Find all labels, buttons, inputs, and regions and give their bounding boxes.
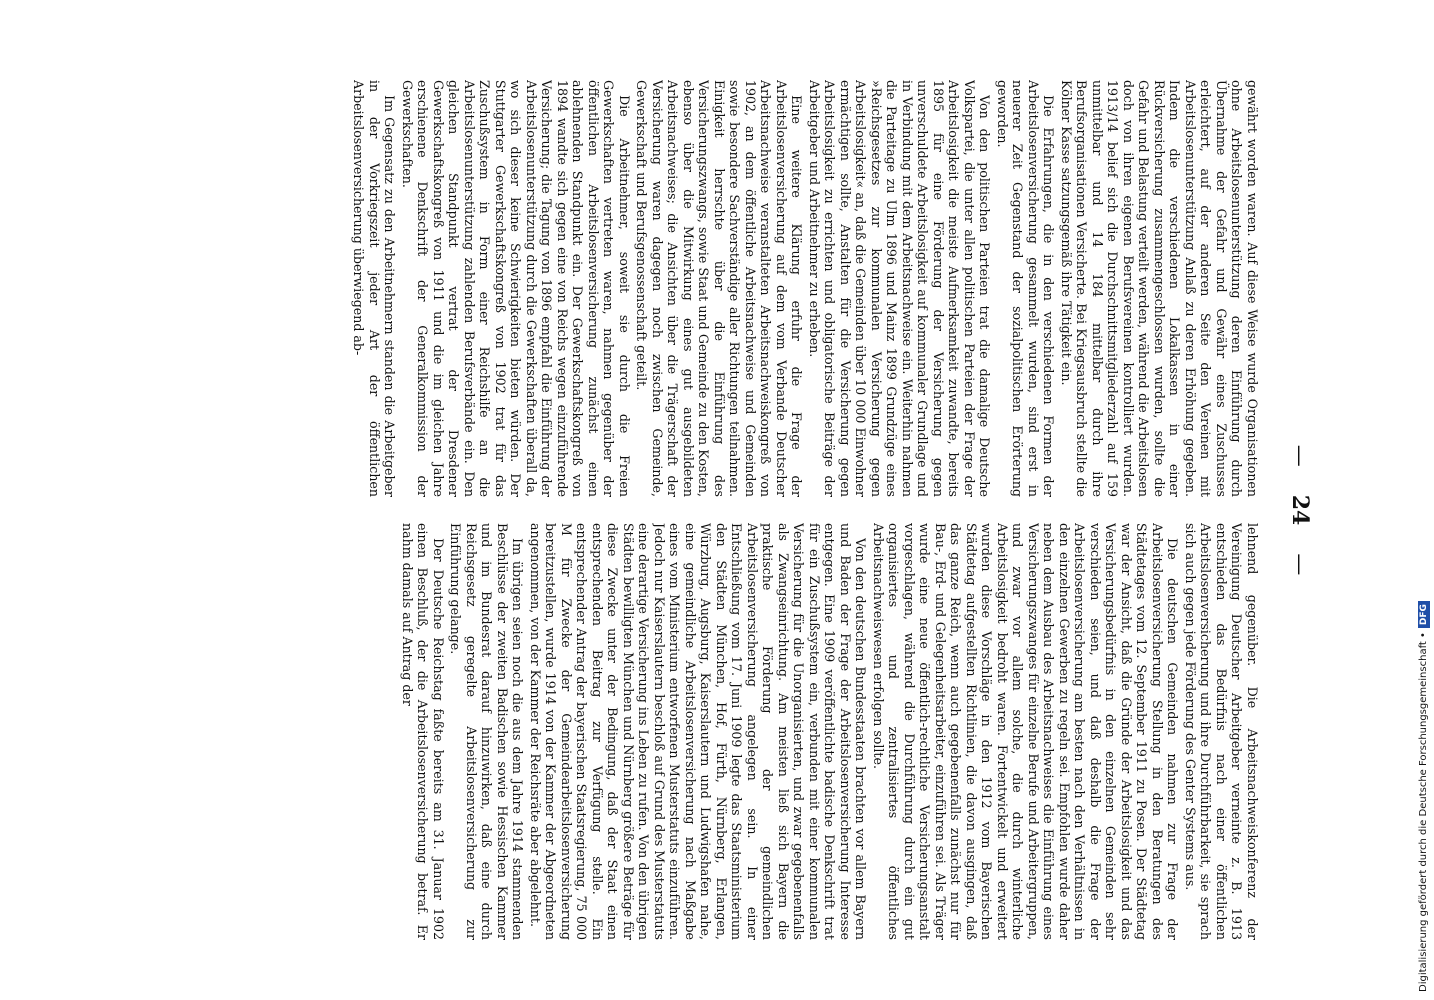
paragraph: Die deutschen Gemeinden nahmen zur Frage der Arbeitslosenversicherung Stellung in den Beratungen des Städtetages vom 12. September 1911 zu Posen. Der Städtetag war der Ansicht, daß die Gründe der Arbeitslosigkeit und das Versicherungsbedürfnis in den einzelnen Gemeinden sehr verschieden seien, und daß deshalb die Frage der Arbeitslosenversicherung am besten nach den Verhältnissen in den einzelnen Gewerben zu regeln sei. Empfohlen wurde daher neben dem Ausbau des Arbeitsnachweises die Einführung eines Versicherungszwanges für einzelne Berufe und Arbeitergruppen, und zwar vor allem solche, die durch winterliche Arbeitslosigkeit bedroht waren. Fortentwickelt und erweitert wurden diese Vorschläge in den 1912 vom Bayerischen Städtetag aufgestellten Richtlinien, die davon ausgingen, daß das ganze Reich, wenn auch gegebenenfalls zunächst nur für Bau-, Erd- und Gelegenheitsarbeiter, einzuführen sei. Als Träger wurde eine neue öffentlich-rechtliche Versicherungsanstalt vorgeschlagen, während die Durchführung durch ein gut organisiertes und zentralisiertes öffentliches Arbeitsnachweiswesen erfolgen sollte.: [871, 523, 1181, 940]
column-left: [90, 80, 1260, 497]
page-content: [80, 80, 1320, 940]
paragraph: gewährt worden waren. Auf diese Weise wurde Organisationen ohne Arbeitslosenunterstützung deren Einführung durch Übernahme der Gefahr und Gewähr eines Zuschusses erleichtert, auf der anderen Seite den Vereinen mit Arbeitslosenunterstützung Anlaß zu deren Erhöhung gegeben. Indem die verschiedenen Lokalkassen in einer Rückversicherung zusammengeschlossen wurden, sollte die Gefahr und Belastung verteilt werden, während die Arbeitslosen doch von ihren eigenen Berufsvereinen kontrolliert wurden. 1913/14 belief sich die Durchschnittsmitgliederzahl auf 159 unmittelbar und 14 184 mittelbar durch ihre Berufsorganisationen Versicherte. Bei Kriegsausbruch stellte die Kölner Kasse satzungsgemäß ihre Tätigkeit ein.: [1059, 80, 1260, 497]
page-number: 24: [1287, 494, 1313, 526]
column-right: [90, 523, 1260, 940]
dfg-credit-line: [1416, 8, 1432, 992]
dfg-logo: DFG: [1418, 601, 1430, 628]
paragraph: Die Arbeitnehmer, soweit sie durch die Freien Gewerkschaften vertreten waren, nahmen gegenüber der öffentlichen Arbeitslosenversicherung zunächst einen ablehnenden Standpunkt ein. Der Gewerkschaftskongreß von 1894 wandte sich gegen eine von Reichs wegen einzuführende Versicherung; die Tagung von 1896 empfahl die Einführung der Arbeitslosenunterstützung durch die Gewerkschaften überall da, wo sich dieser keine Schwierigkeiten bieten würden. Der Stuttgarter Gewerkschaftskongreß von 1902 trat für das Zuschußsystem in Form einer Reichshilfe an die Arbeitslosenunterstützung zahlenden Berufsverbände ein. Den gleichen Standpunkt vertrat der Dresdener Gewerkschaftskongreß von 1911 und die im gleichen Jahre erschienene Denkschrift der Generalkommission der Gewerkschaften.: [400, 80, 632, 497]
paragraph: Von den politischen Parteien trat die damalige Deutsche Volkspartei, die unter allen politischen Parteien der Frage der Arbeitslosigkeit die meiste Aufmerksamkeit zuwandte, bereits 1895 für eine Förderung der Versicherung gegen unverschuldete Arbeitslosigkeit auf kommunaler Grundlage und in Verbindung mit dem Arbeitsnachweise ein. Weiterhin nahmen die Parteitage zu Ulm 1896 und Mainz 1899 Grundzüge eines »Reichsgesetzes zur kommunalen Versicherung gegen Arbeitslosigkeit« an, daß die Gemeinden über 10 000 Einwohner ermächtigen sollte, Anstalten für die Versicherung gegen Arbeitslosigkeit zu errichten und obligatorische Beiträge der Arbeitgeber und Arbeitnehmer zu erheben.: [807, 80, 993, 497]
paragraph: Der Deutsche Reichstag faßte bereits am 31. Januar 1902 einen Beschluß, der die Arbeitslosenversicherung betraf. Er nahm damals auf Antrag der: [400, 523, 446, 940]
page-header: [1280, 80, 1320, 940]
paragraph: Im übrigen seien noch die aus dem Jahre 1914 stammenden Beschlüsse der zweiten Badischen sowie Hessischen Kammer und im Bundesrat darauf hinzuwirken, daß eine durch Reichsgesetz geregelte Arbeitslosenversicherung zur Einführung gelange.: [448, 523, 526, 940]
dfg-credit-text: Digitalisierung gefördert durch die Deutsche Forschungsgemeinschaft •: [1418, 632, 1429, 992]
paragraph: Die Erfahrungen, die in den verschiedenen Formen der Arbeitslosenversicherung gesammelt wurden, sind erst in neuerer Zeit Gegenstand der sozialpolitischen Erörterung geworden.: [995, 80, 1057, 497]
dfg-credit-strip: [1416, 8, 1432, 992]
paragraph: Eine weitere Klärung erfuhr die Frage der Arbeitslosenversicherung auf dem vom Verbande Deutscher Arbeitsnachweise veranstalteten Arbeitsnachweiskongreß von 1902, an dem öffentliche Arbeitsnachweise und Gemeinden sowie besondere Sachverständige aller Richtungen teilnahmen. Einigkeit herrschte über die Einführung des Versicherungszwangs, sowie Staat und Gemeinde zu den Kosten, ebenso über die Mitwirkung eines gut ausgebildeten Arbeitsnachweises; die Ansichten über die Trägerschaft der Versicherung waren dagegen noch zwischen Gemeinde, Gewerkschaft und Berufsgenossenschaft geteilt.: [634, 80, 805, 497]
paragraph: Im Gegensatz zu den Arbeitnehmern standen die Arbeitgeber in der Vorkriegszeit jeder Art der öffentlichen Arbeitslosenversicherung überwiegend ab-: [351, 80, 398, 497]
header-dash-left: —: [1287, 444, 1313, 467]
header-dash-right: —: [1287, 553, 1313, 576]
text-columns: [90, 80, 1260, 940]
paragraph: Von den deutschen Bundesstaaten brachten vor allem Bayern und Baden der Frage der Arbeitslosenversicherung Interesse entgegen. Eine 1909 veröffentlichte badische Denkschrift trat für ein Zuschußsystem ein, verbunden mit einer kommunalen Versicherung für die Unorganisierten, und zwar gegebenenfalls als Zwangseinrichtung. Am meisten ließ sich Bayern die praktische Förderung der gemeindlichen Arbeitslosenversicherung angelegen sein. In einer Entschließung vom 17. Juni 1909 legte das Staatsministerium den Städten München, Hof, Fürth, Nürnberg, Erlangen, Würzburg, Augsburg, Kaiserslautern und Ludwigshafen nahe, eine gemeindliche Arbeitslosenversicherung nach Maßgabe eines vom Ministerium entworfenen Musterstatuts einzuführen. Jedoch nur Kaiserslautern beschloß auf Grund des Musterstatuts eine derartige Versicherung ins Leben zu rufen. Von den übrigen Städten bewilligten München und Nürnberg größere Beträge für diese Zwecke unter der Bedingung, daß der Staat einen entsprechenden Beitrag zur Verfügung stelle. Ein entsprechender Antrag der bayerischen Staatsregierung, 75 000 M für Zwecke der Gemeindearbeitslosenversicherung bereitzustellen, wurde 1914 von der Kammer der Abgeordneten angenommen, von der Kammer der Reichsräte aber abgelehnt.: [528, 523, 869, 940]
paragraph: lehnend gegenüber. Die Arbeitsnachweiskonferenz der Vereinigung Deutscher Arbeitgeber verneinte z. B. 1913 entschieden das Bedürfnis nach einer öffentlichen Arbeitslosenversicherung und ihre Durchführbarkeit, sie sprach sich auch gegen jede Förderung des Genter Systems aus.: [1183, 523, 1260, 940]
